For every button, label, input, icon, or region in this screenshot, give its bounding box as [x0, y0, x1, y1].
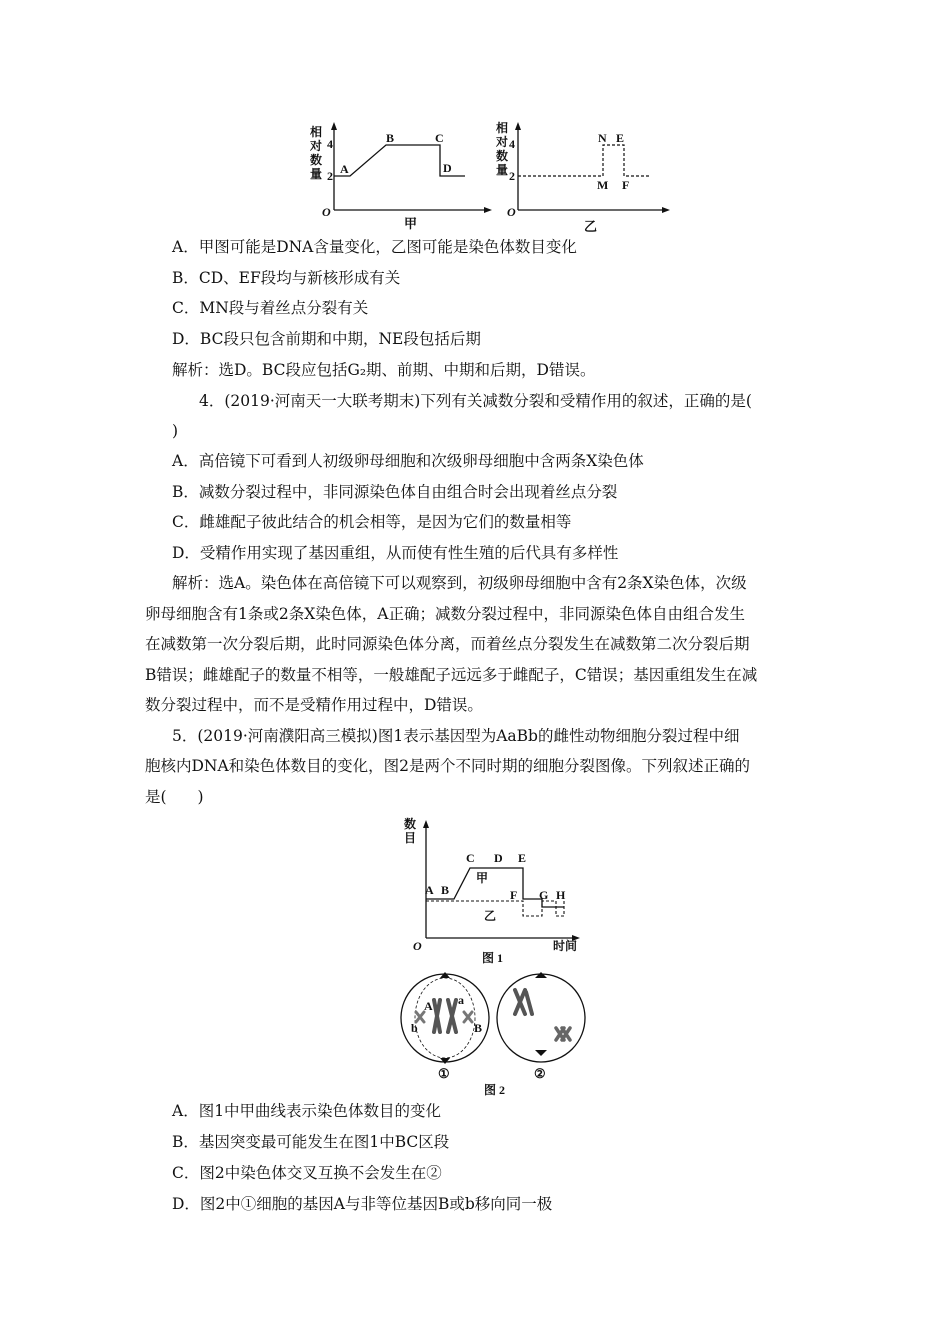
gene-label: b — [411, 1021, 418, 1035]
q4-option-b: B．减数分裂过程中，非同源染色体自由组合时会出现着丝点分裂 — [172, 483, 618, 501]
q5-stem-line: 5．(2019·河南濮阳高三模拟)图1表示基因型为AaBb的雌性动物细胞分裂过程中细 — [172, 727, 740, 745]
cell-1-diagram — [401, 972, 489, 1081]
caption-yi: 乙 — [584, 219, 598, 234]
svg-text:对: 对 — [310, 139, 323, 153]
q4-option-c: C．雌雄配子彼此结合的机会相等，是因为它们的数量相等 — [172, 513, 572, 531]
cell-2-label: ② — [534, 1066, 546, 1081]
point-label: G — [539, 888, 549, 902]
ylabel-char: 相 — [310, 125, 323, 139]
graph-yi — [495, 120, 670, 234]
svg-text:数: 数 — [496, 149, 509, 163]
figure-1-caption: 图 1 — [482, 951, 504, 965]
point-label: E — [616, 131, 625, 145]
q3-option-a: A．甲图可能是DNA含量变化，乙图可能是染色体数目变化 — [172, 238, 577, 256]
gene-label: a — [458, 993, 464, 1007]
svg-text:数: 数 — [310, 153, 323, 167]
point-label: H — [556, 888, 566, 902]
figure-2-cells — [398, 970, 598, 1100]
curve-label-yi: 乙 — [484, 909, 497, 923]
q5-option-d: D．图2中①细胞的基因A与非等位基因B或b移向同一极 — [172, 1195, 553, 1213]
point-label: D — [443, 161, 452, 175]
q4-analysis-line: 解析：选A。染色体在高倍镜下可以观察到，初级卵母细胞中含有2条X染色体，次级 — [172, 574, 747, 592]
svg-text:对: 对 — [496, 135, 509, 149]
curve-label-jia: 甲 — [476, 871, 489, 885]
point-label: A — [425, 883, 434, 897]
cell-2-diagram — [497, 972, 585, 1081]
svg-text:目: 目 — [404, 831, 417, 845]
point-label: C — [466, 851, 475, 865]
point-label: M — [597, 178, 609, 192]
graph-jia — [309, 122, 492, 231]
q4-analysis-line: B错误；雌雄配子的数量不相等，一般雄配子远远多于雌配子，C错误；基因重组发生在减 — [145, 666, 758, 684]
q4-stem-end: ) — [172, 422, 179, 440]
q4-analysis-line: 卵母细胞含有1条或2条X染色体，A正确；减数分裂过程中，非同源染色体自由组合发生 — [145, 605, 745, 623]
q5-option-b: B．基因突变最可能发生在图1中BC区段 — [172, 1133, 450, 1151]
svg-text:量: 量 — [496, 163, 509, 177]
point-label: B — [441, 883, 450, 897]
q3-analysis: 解析：选D。BC段应包括G₂期、前期、中期和后期，D错误。 — [172, 361, 596, 379]
tick-4: 4 — [327, 137, 333, 151]
xlabel: 时间 — [553, 939, 578, 953]
gene-label: A — [424, 999, 433, 1013]
q3-option-b: B．CD、EF段均与新核形成有关 — [172, 269, 401, 287]
figure-2-caption: 图 2 — [484, 1083, 506, 1097]
origin-label: O — [322, 205, 331, 219]
q4-analysis-line: 数分裂过程中，而不是受精作用过程中，D错误。 — [145, 696, 483, 714]
cell-1-label: ① — [438, 1066, 450, 1081]
point-label: D — [494, 851, 503, 865]
svg-text:相: 相 — [496, 121, 509, 135]
caption-jia: 甲 — [404, 216, 418, 231]
q4-analysis-line: 在减数第一次分裂后期，此时同源染色体分离，而着丝点分裂发生在减数第二次分裂后期 — [145, 635, 750, 653]
tick-2: 2 — [509, 169, 515, 183]
q4-stem: 4．(2019·河南天一大联考期末)下列有关减数分裂和受精作用的叙述，正确的是( — [199, 392, 752, 410]
figure-top-graphs — [300, 118, 690, 238]
point-label: B — [386, 131, 395, 145]
tick-2: 2 — [327, 169, 333, 183]
point-label: A — [340, 162, 349, 176]
point-label: F — [510, 888, 518, 902]
ylabel-char: 数 — [404, 817, 417, 831]
svg-text:量: 量 — [310, 167, 323, 181]
figure-1-graph — [398, 812, 588, 972]
origin-label: O — [507, 205, 516, 219]
q5-stem-line: 胞核内DNA和染色体数目的变化，图2是两个不同时期的细胞分裂图像。下列叙述正确的 — [145, 757, 751, 775]
q5-stem-line: 是( ) — [145, 788, 204, 806]
point-label: C — [435, 131, 444, 145]
q5-option-c: C．图2中染色体交叉互换不会发生在② — [172, 1164, 442, 1182]
q3-option-d: D．BC段只包含前期和中期，NE段包括后期 — [172, 330, 481, 348]
point-label: F — [622, 178, 630, 192]
tick-4: 4 — [509, 137, 515, 151]
q4-option-d: D．受精作用实现了基因重组，从而使有性生殖的后代具有多样性 — [172, 544, 619, 562]
point-label: N — [598, 131, 607, 145]
q3-option-c: C．MN段与着丝点分裂有关 — [172, 299, 369, 317]
q4-option-a: A．高倍镜下可看到人初级卵母细胞和次级卵母细胞中含两条X染色体 — [172, 452, 644, 470]
point-label: E — [518, 851, 527, 865]
q5-option-a: A．图1中甲曲线表示染色体数目的变化 — [172, 1102, 442, 1120]
origin-label: O — [413, 939, 422, 953]
gene-label: B — [474, 1021, 483, 1035]
